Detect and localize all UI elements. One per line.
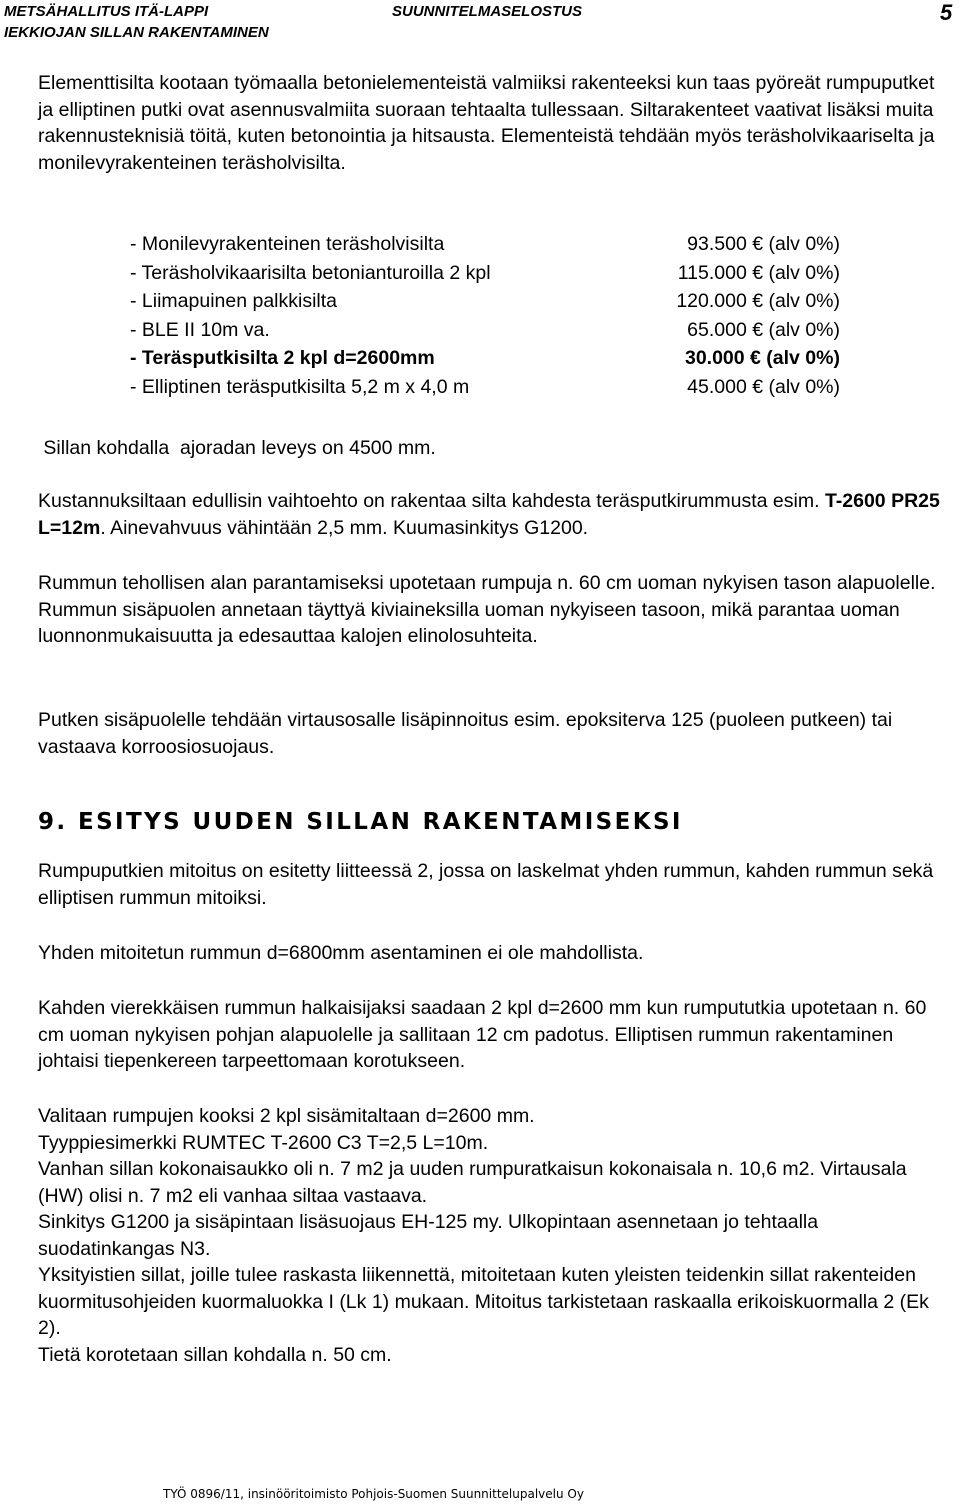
cheapest-text-end: . Ainevahvuus vähintään 2,5 mm. Kuumasinkitys G1200. — [100, 516, 589, 539]
cost-list — [130, 230, 890, 401]
double-pipe-paragraph: Kahden vierekkäisen rummun halkaisijaksi saadaan 2 kpl d=2600 mm kun rumpututkia upotetaan n. 60 cm uoman nykyisen pohjan alapuolelle ja sallitaan 12 cm padotus. Elliptisen rummun rakentaminen johtaisi tiepenkereen tarpeettomaan korotukseen. — [38, 997, 927, 1072]
cost-row — [130, 287, 890, 316]
cost-item-value: 30.000 € (alv 0%) — [684, 347, 840, 369]
cost-item-name: - Elliptinen teräsputkisilta 5,2 m x 4,0 m — [130, 375, 470, 398]
cost-item-value: 115.000 € (alv 0%) — [677, 261, 840, 284]
cost-row — [130, 230, 890, 259]
page-footer: TYÖ 0896/11, insinööritoimisto Pohjois-Suomen Suunnittelupalvelu Oy — [163, 1487, 584, 1501]
final-line: Tyyppiesimerkki RUMTEC T-2600 C3 T=2,5 L=10m. — [38, 1131, 489, 1154]
final-line: Tietä korotetaan sillan kohdalla n. 50 cm. — [38, 1343, 392, 1366]
final-line: Valitaan rumpujen kooksi 2 kpl sisämitaltaan d=2600 mm. — [38, 1105, 535, 1127]
cheapest-pipe-type: T-2600 PR25 L=12m — [38, 490, 940, 539]
final-line: Sinkitys G1200 ja sisäpintaan lisäsuojaus EH-125 my. Ulkopintaan asennetaan jo tehtaalla suodatinkangas N3. — [38, 1211, 819, 1260]
cost-row — [130, 259, 890, 288]
final-line: Vanhan sillan kokonaisaukko oli n. 7 m2 ja uuden rumpuratkaisun kokonaisala n. 10,6 m2. Virtausala (HW) olisi n. 7 m2 eli vanhaa siltaa vastaava. — [38, 1158, 907, 1207]
coating-paragraph: Putken sisäpuolelle tehdään virtausosalle lisäpinnoitus esim. epoksiterva 125 (puoleen putkeen) tai vastaava korroosiosuojaus. — [38, 709, 893, 758]
cost-item-value: 65.000 € (alv 0%) — [687, 318, 840, 341]
cost-item-name: - Teräsputkisilta 2 kpl d=2600mm — [130, 347, 435, 369]
final-block — [38, 1103, 943, 1368]
single-pipe-paragraph: Yhden mitoitetun rummun d=6800mm asentaminen ei ole mahdollista. — [38, 942, 644, 964]
final-line: Yksityistien sillat, joille tulee raskasta liikennettä, mitoitetaan kuten yleisten teidenkin sillat rakenteiden kuormitusohjeiden kuormaluokka I (Lk 1) mukaan. Mitoitus tarkistetaan raskaalla erikoiskuormalla 2 (Ek 2). — [38, 1264, 929, 1339]
cost-item-name: - Liimapuinen palkkisilta — [130, 290, 338, 312]
cost-item-name: - Monilevyrakenteinen teräsholvisilta — [130, 233, 445, 255]
cost-row — [130, 316, 890, 345]
intro-paragraph: Elementtisilta kootaan työmaalla betonielementeistä valmiiksi rakenteeksi kun taas pyöreät rumpuputket ja elliptinen putki ovat asennusvalmiita suoraan tehtaalta tullessaan. Siltarakenteet vaativat lisäksi muita rakennusteknisiä töitä, kuten betonointia ja hitsausta. Elementeistä tehdään myös teräsholvikaariselta ja monilevyrakenteinen teräsholvisilta. — [38, 72, 935, 174]
section-heading — [38, 806, 683, 838]
road-width-paragraph: Sillan kohdalla ajoradan leveys on 4500 mm. — [38, 437, 436, 459]
cost-item-name: - Teräsholvikaarisilta betonianturoilla 2 kpl — [130, 261, 491, 284]
page-header — [0, 0, 960, 50]
header-project: IEKKIOJAN SILLAN RAKENTAMINEN — [4, 24, 269, 41]
cost-row-highlighted — [130, 344, 890, 373]
header-document-type: SUUNNITELMASELOSTUS — [392, 3, 583, 20]
cost-item-value: 120.000 € (alv 0%) — [676, 290, 840, 312]
lowering-paragraph: Rummun tehollisen alan parantamiseksi upotetaan rumpuja n. 60 cm uoman nykyisen tason alapuolelle. Rummun sisäpuolen annetaan täyttyä kiviaineksilla uoman nykyiseen tasoon, mikä parantaa uoman luonnonmukaisuutta ja edesauttaa kalojen elinolosuhteita. — [38, 572, 936, 647]
page-number: 5 — [940, 0, 953, 25]
section-number: 9. — [38, 809, 68, 835]
cheapest-text-start: Kustannuksiltaan edullisin vaihtoehto on rakentaa silta kahdesta teräsputkirummusta esim. — [38, 490, 825, 512]
section-title: ESITYS UUDEN SILLAN RAKENTAMISEKSI — [77, 809, 683, 835]
cheapest-option-paragraph — [38, 488, 943, 541]
cost-item-name: - BLE II 10m va. — [130, 318, 270, 341]
cost-item-value: 45.000 € (alv 0%) — [687, 375, 840, 398]
cost-item-value: 93.500 € (alv 0%) — [687, 233, 840, 255]
sizing-paragraph: Rumpuputkien mitoitus on esitetty liitteessä 2, jossa on laskelmat yhden rummun, kahden rummun sekä elliptisen rummun mitoiksi. — [38, 860, 934, 909]
cost-row — [130, 373, 890, 402]
header-organization: METSÄHALLITUS ITÄ-LAPPI — [4, 3, 209, 20]
